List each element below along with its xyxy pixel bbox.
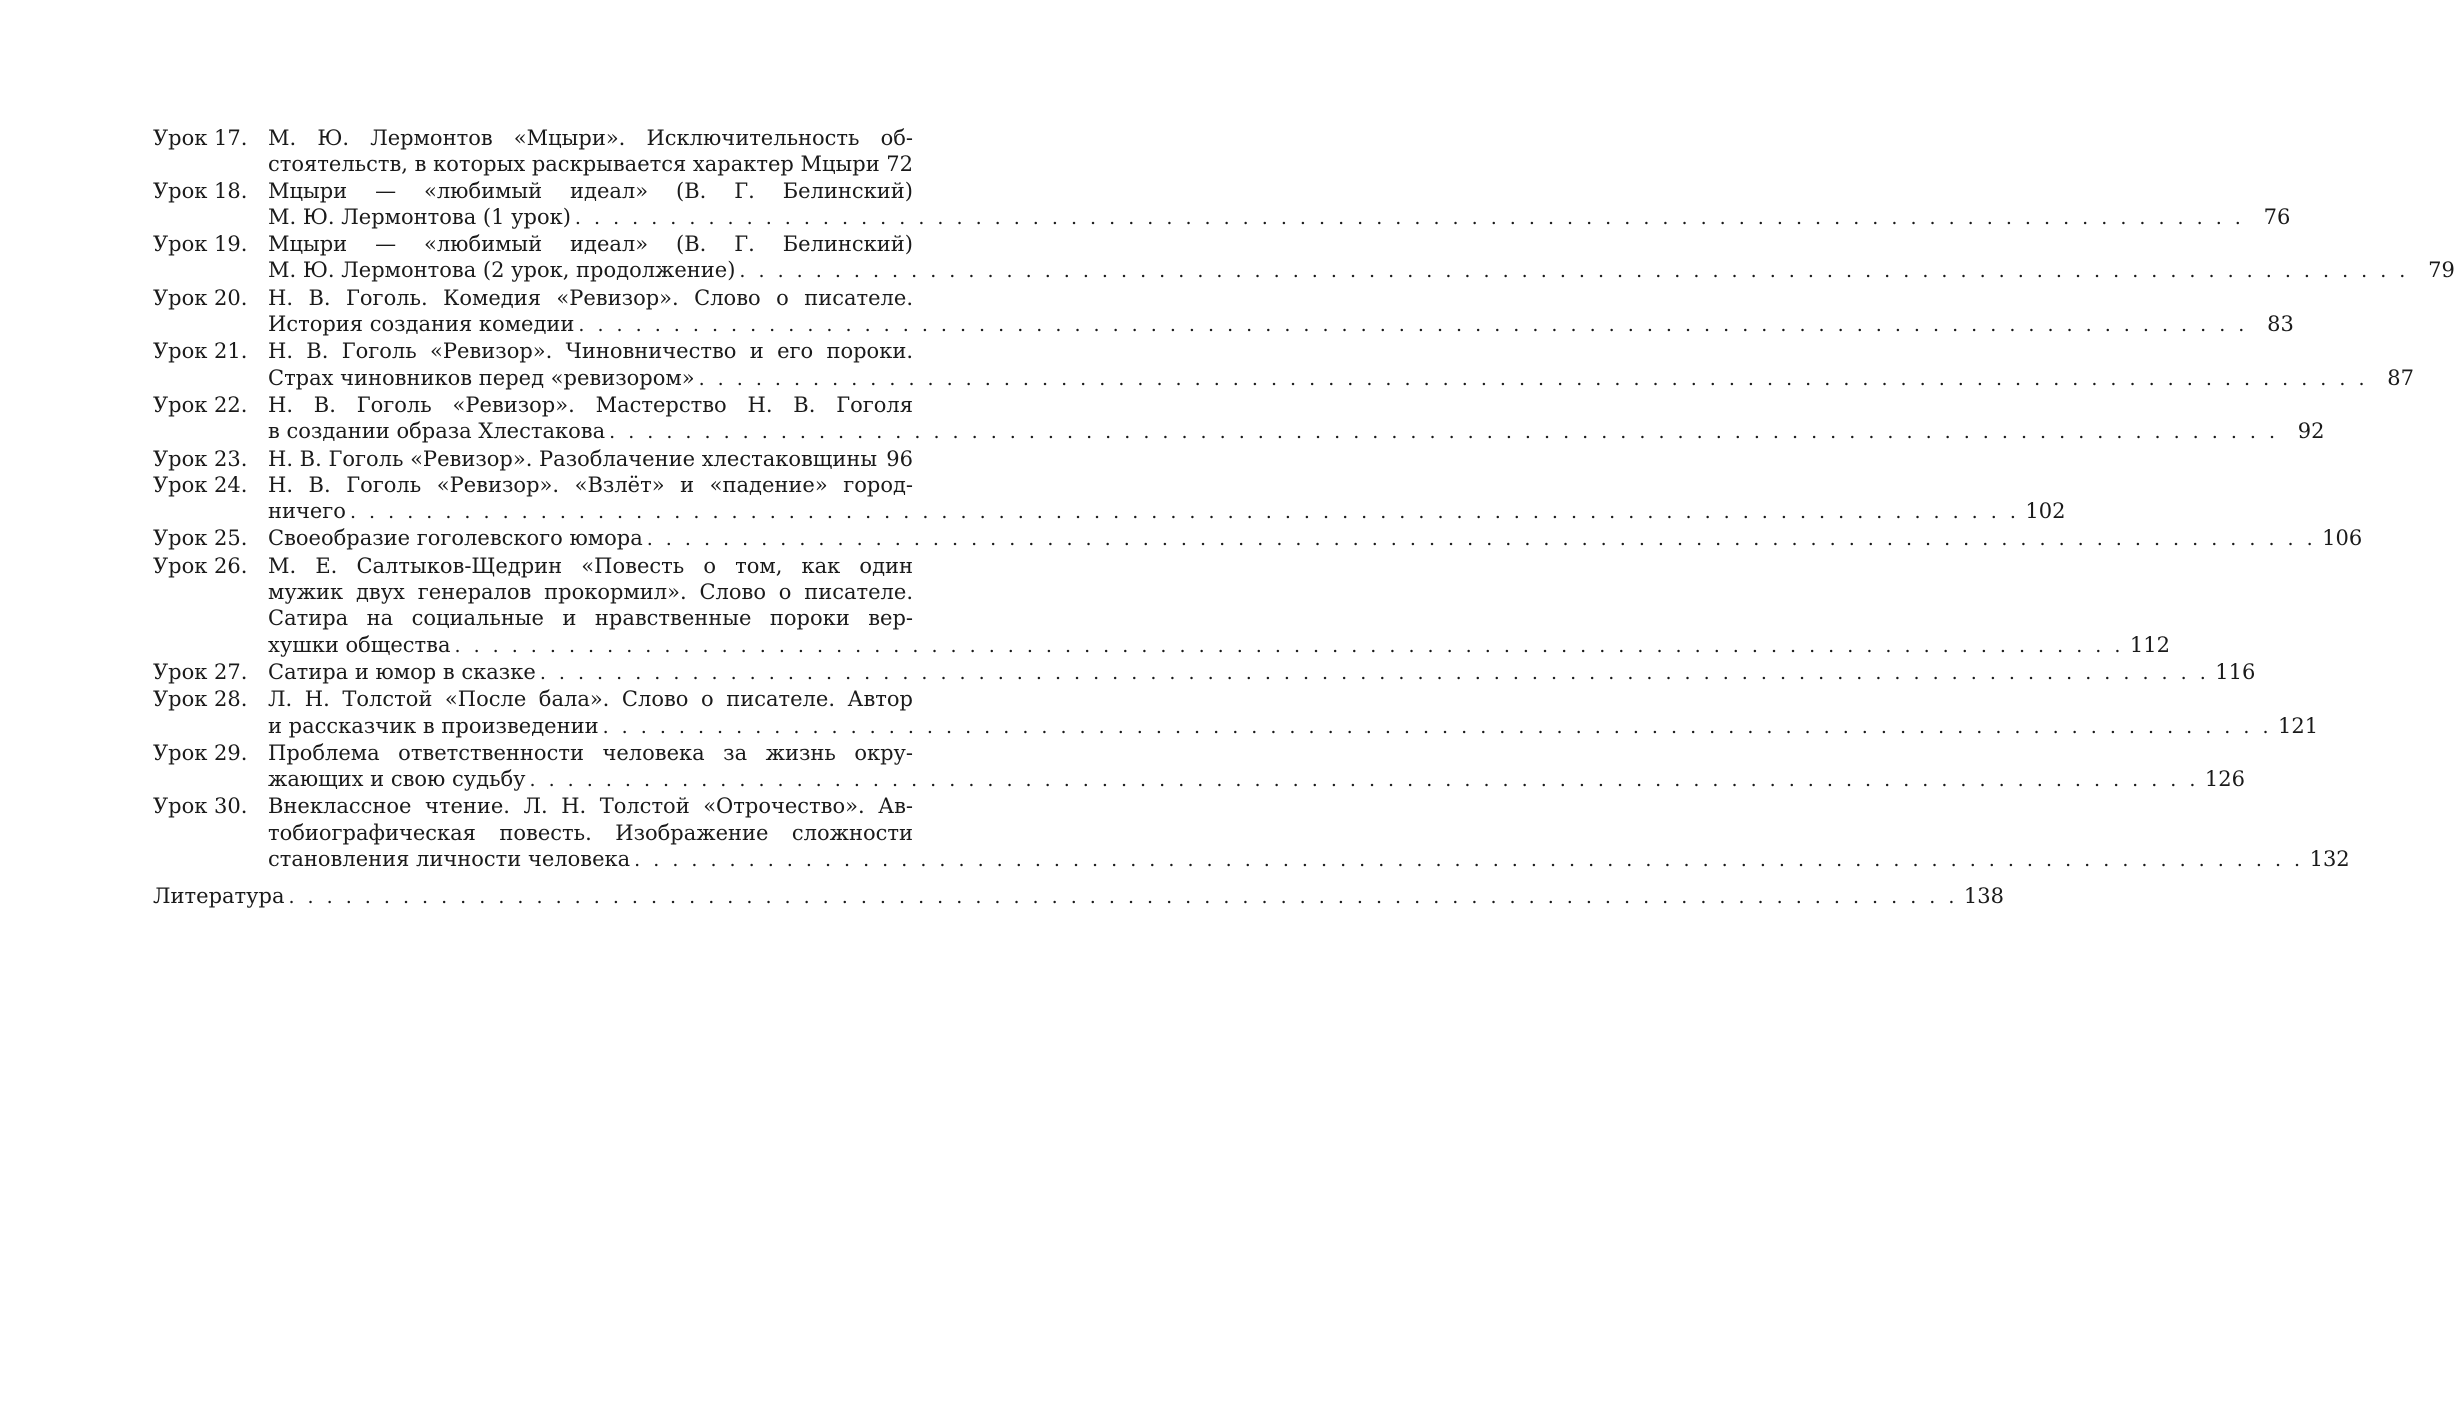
- entry-title-line: Проблема ответственности человека за жизнь окру-: [268, 740, 913, 765]
- page-number: 106: [2322, 526, 2363, 551]
- page-number: 121: [2278, 713, 2319, 738]
- dot-leader: . . . . . . . . . . . . . . . . . . . . . . . . . . . . . . . . . . . . . . . . . . . . . . . . . . . . . . . . . . . . . . . . . . . . . . . . . . . . . . . . . . . . . . . .: [349, 501, 2020, 524]
- entry-title-line: Н. В. Гоголь «Ревизор». Чиновничество и его пороки.: [268, 339, 913, 364]
- lesson-number: Урок 23.: [153, 446, 248, 471]
- page-number: 132: [2309, 847, 2350, 872]
- page-number: 92: [2297, 419, 2325, 444]
- toc-entry-lesson-29: [153, 740, 2246, 794]
- lesson-number: Урок 20.: [153, 285, 248, 310]
- entry-title-line: Внеклассное чтение. Л. Н. Толстой «Отрочество». Ав-: [268, 794, 913, 819]
- entry-title-line: Мцыри — «любимый идеал» (В. Г. Белинский): [268, 178, 913, 203]
- entry-title-last-line: М. Ю. Лермонтова (1 урок): [268, 204, 571, 229]
- toc-entry-lesson-23: [153, 446, 913, 472]
- entry-title-line: М. Ю. Лермонтов «Мцыри». Исключительность об-: [268, 126, 913, 150]
- dot-leader: . . . . . . . . . . . . . . . . . . . . . . . . . . . . . . . . . . . . . . . . . . . . . . . . . . . . . . . . . . . . . . . . . . . . . . . . . . . . . . . . . . . . . . . .: [739, 260, 2409, 283]
- entry-title-line: Л. Н. Толстой «После бала». Слово о писателе. Автор: [268, 687, 913, 712]
- lesson-number: Урок 30.: [153, 794, 248, 819]
- entry-title-last-line: и рассказчик в произведении: [268, 713, 599, 738]
- page-number: 76: [2263, 204, 2291, 229]
- page-number: 72: [886, 152, 913, 177]
- toc-entry-lesson-20: [153, 285, 2294, 339]
- entry-title-last-line: становления личности человека: [268, 847, 631, 872]
- page-number: 116: [2215, 659, 2256, 684]
- entry-title-last-line: Страх чиновников перед «ревизором»: [268, 365, 695, 390]
- entry-title-last-line: Своеобразие гоголевского юмора: [268, 526, 643, 551]
- lesson-number: Урок 24.: [153, 472, 248, 497]
- lesson-number: Урок 17.: [153, 126, 248, 150]
- entry-title-line: Н. В. Гоголь «Ревизор». «Взлёт» и «падение» город-: [268, 472, 913, 497]
- toc-entry-lesson-25: [153, 525, 2363, 552]
- toc-entry-lesson-17: [153, 125, 913, 178]
- entry-title-line: тобиографическая повесть. Изображение сложности: [268, 820, 913, 845]
- lesson-number: Урок 27.: [153, 659, 248, 684]
- toc-entry-lesson-18: [153, 178, 2291, 232]
- entry-title-line: Н. В. Гоголь «Ревизор». Мастерство Н. В. Гоголя: [268, 392, 913, 417]
- entry-title-line: М. Е. Салтыков-Щедрин «Повесть о том, как один: [268, 553, 913, 578]
- lesson-number: Урок 18.: [153, 178, 248, 203]
- page-number: 83: [2267, 312, 2294, 337]
- toc-entry-lesson-27: [153, 659, 2256, 686]
- entry-title-last-line: Н. В. Гоголь «Ревизор». Разоблачение хлестаковщины: [268, 446, 878, 471]
- page-number: 126: [2204, 767, 2246, 792]
- entry-title-line: Н. В. Гоголь. Комедия «Ревизор». Слово о писателе.: [268, 285, 913, 310]
- toc-entry-lesson-30: [153, 793, 2350, 873]
- lesson-number: Урок 28.: [153, 687, 248, 712]
- page-number: 112: [2129, 632, 2170, 657]
- dot-leader: . . . . . . . . . . . . . . . . . . . . . . . . . . . . . . . . . . . . . . . . . . . . . . . . . . . . . . . . . . . . . . . . . . . . . . . . . . . . . . . . . . . . . . . .: [602, 715, 2272, 738]
- page-number: 79: [2428, 258, 2455, 283]
- entry-title-line: мужик двух генералов прокормил». Слово о писателе.: [268, 580, 913, 605]
- dot-leader: . . . . . . . . . . . . . . . . . . . . . . . . . . . . . . . . . . . . . . . . . . . . . . . . . . . . . . . . . . . . . . . . . . . . . . . . . . . . . . . . . . . . . . . .: [529, 769, 2199, 792]
- dot-leader: . . . . . . . . . . . . . . . . . . . . . . . . . . . . . . . . . . . . . . . . . . . . . . . . . . . . . . . . . . . . . . . . . . . . . . . . . . . . . . . . . . . . . . . .: [646, 528, 2317, 551]
- page-number: 102: [2025, 499, 2066, 524]
- entry-title-last-line: Сатира и юмор в сказке: [268, 659, 536, 684]
- lesson-number: Урок 29.: [153, 740, 248, 765]
- toc-entry-lesson-19: [153, 231, 2455, 285]
- dot-leader: . . . . . . . . . . . . . . . . . . . . . . . . . . . . . . . . . . . . . . . . . . . . . . . . . . . . . . . . . . . . . . . . . . . . . . . . . . . . . . . . . . . . . . . .: [634, 849, 2304, 872]
- entry-title-last-line: хушки общества: [268, 632, 451, 657]
- entry-title-last-line: жающих и свою судьбу: [268, 767, 526, 792]
- dot-leader: . . . . . . . . . . . . . . . . . . . . . . . . . . . . . . . . . . . . . . . . . . . . . . . . . . . . . . . . . . . . . . . . . . . . . . . . . . . . . . . . . . . . . . . .: [539, 661, 2210, 684]
- lesson-number: Урок 26.: [153, 553, 248, 578]
- dot-leader: . . . . . . . . . . . . . . . . . . . . . . . . . . . . . . . . . . . . . . . . . . . . . . . . . . . . . . . . . . . . . . . . . . . . . . . . . . . . . . . . . . . . . . . .: [574, 206, 2245, 229]
- entry-title-last-line: стоятельств, в которых раскрывается характер Мцыри: [268, 152, 880, 177]
- dot-leader: . . . . . . . . . . . . . . . . . . . . . . . . . . . . . . . . . . . . . . . . . . . . . . . . . . . . . . . . . . . . . . . . . . . . . . . . . . . . . . . . . . . . . . . .: [288, 886, 1958, 909]
- page-number: 87: [2387, 365, 2414, 390]
- dot-leader: . . . . . . . . . . . . . . . . . . . . . . . . . . . . . . . . . . . . . . . . . . . . . . . . . . . . . . . . . . . . . . . . . . . . . . . . . . . . . . . . . . . . . . . .: [578, 314, 2248, 337]
- lesson-number: Урок 21.: [153, 339, 248, 364]
- lesson-number: Урок 22.: [153, 392, 248, 417]
- entry-title-line: Сатира на социальные и нравственные пороки вер-: [268, 606, 913, 631]
- entry-title-last-line: М. Ю. Лермонтова (2 урок, продолжение): [268, 258, 736, 283]
- table-of-contents: [153, 125, 2455, 911]
- entry-title-last-line: в создании образа Хлестакова: [268, 419, 606, 444]
- literature-label: Литература: [153, 884, 285, 909]
- toc-entry-lesson-24: [153, 472, 2066, 526]
- toc-entry-lesson-28: [153, 686, 2319, 740]
- lesson-number: Урок 19.: [153, 232, 248, 257]
- toc-entry-lesson-21: [153, 338, 2414, 392]
- entry-title-last-line: ничего: [268, 499, 346, 524]
- toc-entry-lesson-22: [153, 392, 2325, 446]
- dot-leader: . . . . . . . . . . . . . . . . . . . . . . . . . . . . . . . . . . . . . . . . . . . . . . . . . . . . . . . . . . . . . . . . . . . . . . . . . . . . . . . . . . . . . . . .: [698, 367, 2368, 390]
- toc-entry-literature: [153, 883, 2004, 910]
- entry-title-last-line: История создания комедии: [268, 312, 575, 337]
- page-number: 96: [886, 446, 913, 471]
- page-number: 138: [1963, 884, 2004, 909]
- dot-leader: . . . . . . . . . . . . . . . . . . . . . . . . . . . . . . . . . . . . . . . . . . . . . . . . . . . . . . . . . . . . . . . . . . . . . . . . . . . . . . . . . . . . . . . .: [609, 421, 2279, 444]
- toc-entry-lesson-26: [153, 553, 2170, 659]
- dot-leader: . . . . . . . . . . . . . . . . . . . . . . . . . . . . . . . . . . . . . . . . . . . . . . . . . . . . . . . . . . . . . . . . . . . . . . . . . . . . . . . . . . . . . . . .: [454, 634, 2124, 657]
- lesson-number: Урок 25.: [153, 526, 248, 551]
- entry-title-line: Мцыри — «любимый идеал» (В. Г. Белинский): [268, 232, 913, 257]
